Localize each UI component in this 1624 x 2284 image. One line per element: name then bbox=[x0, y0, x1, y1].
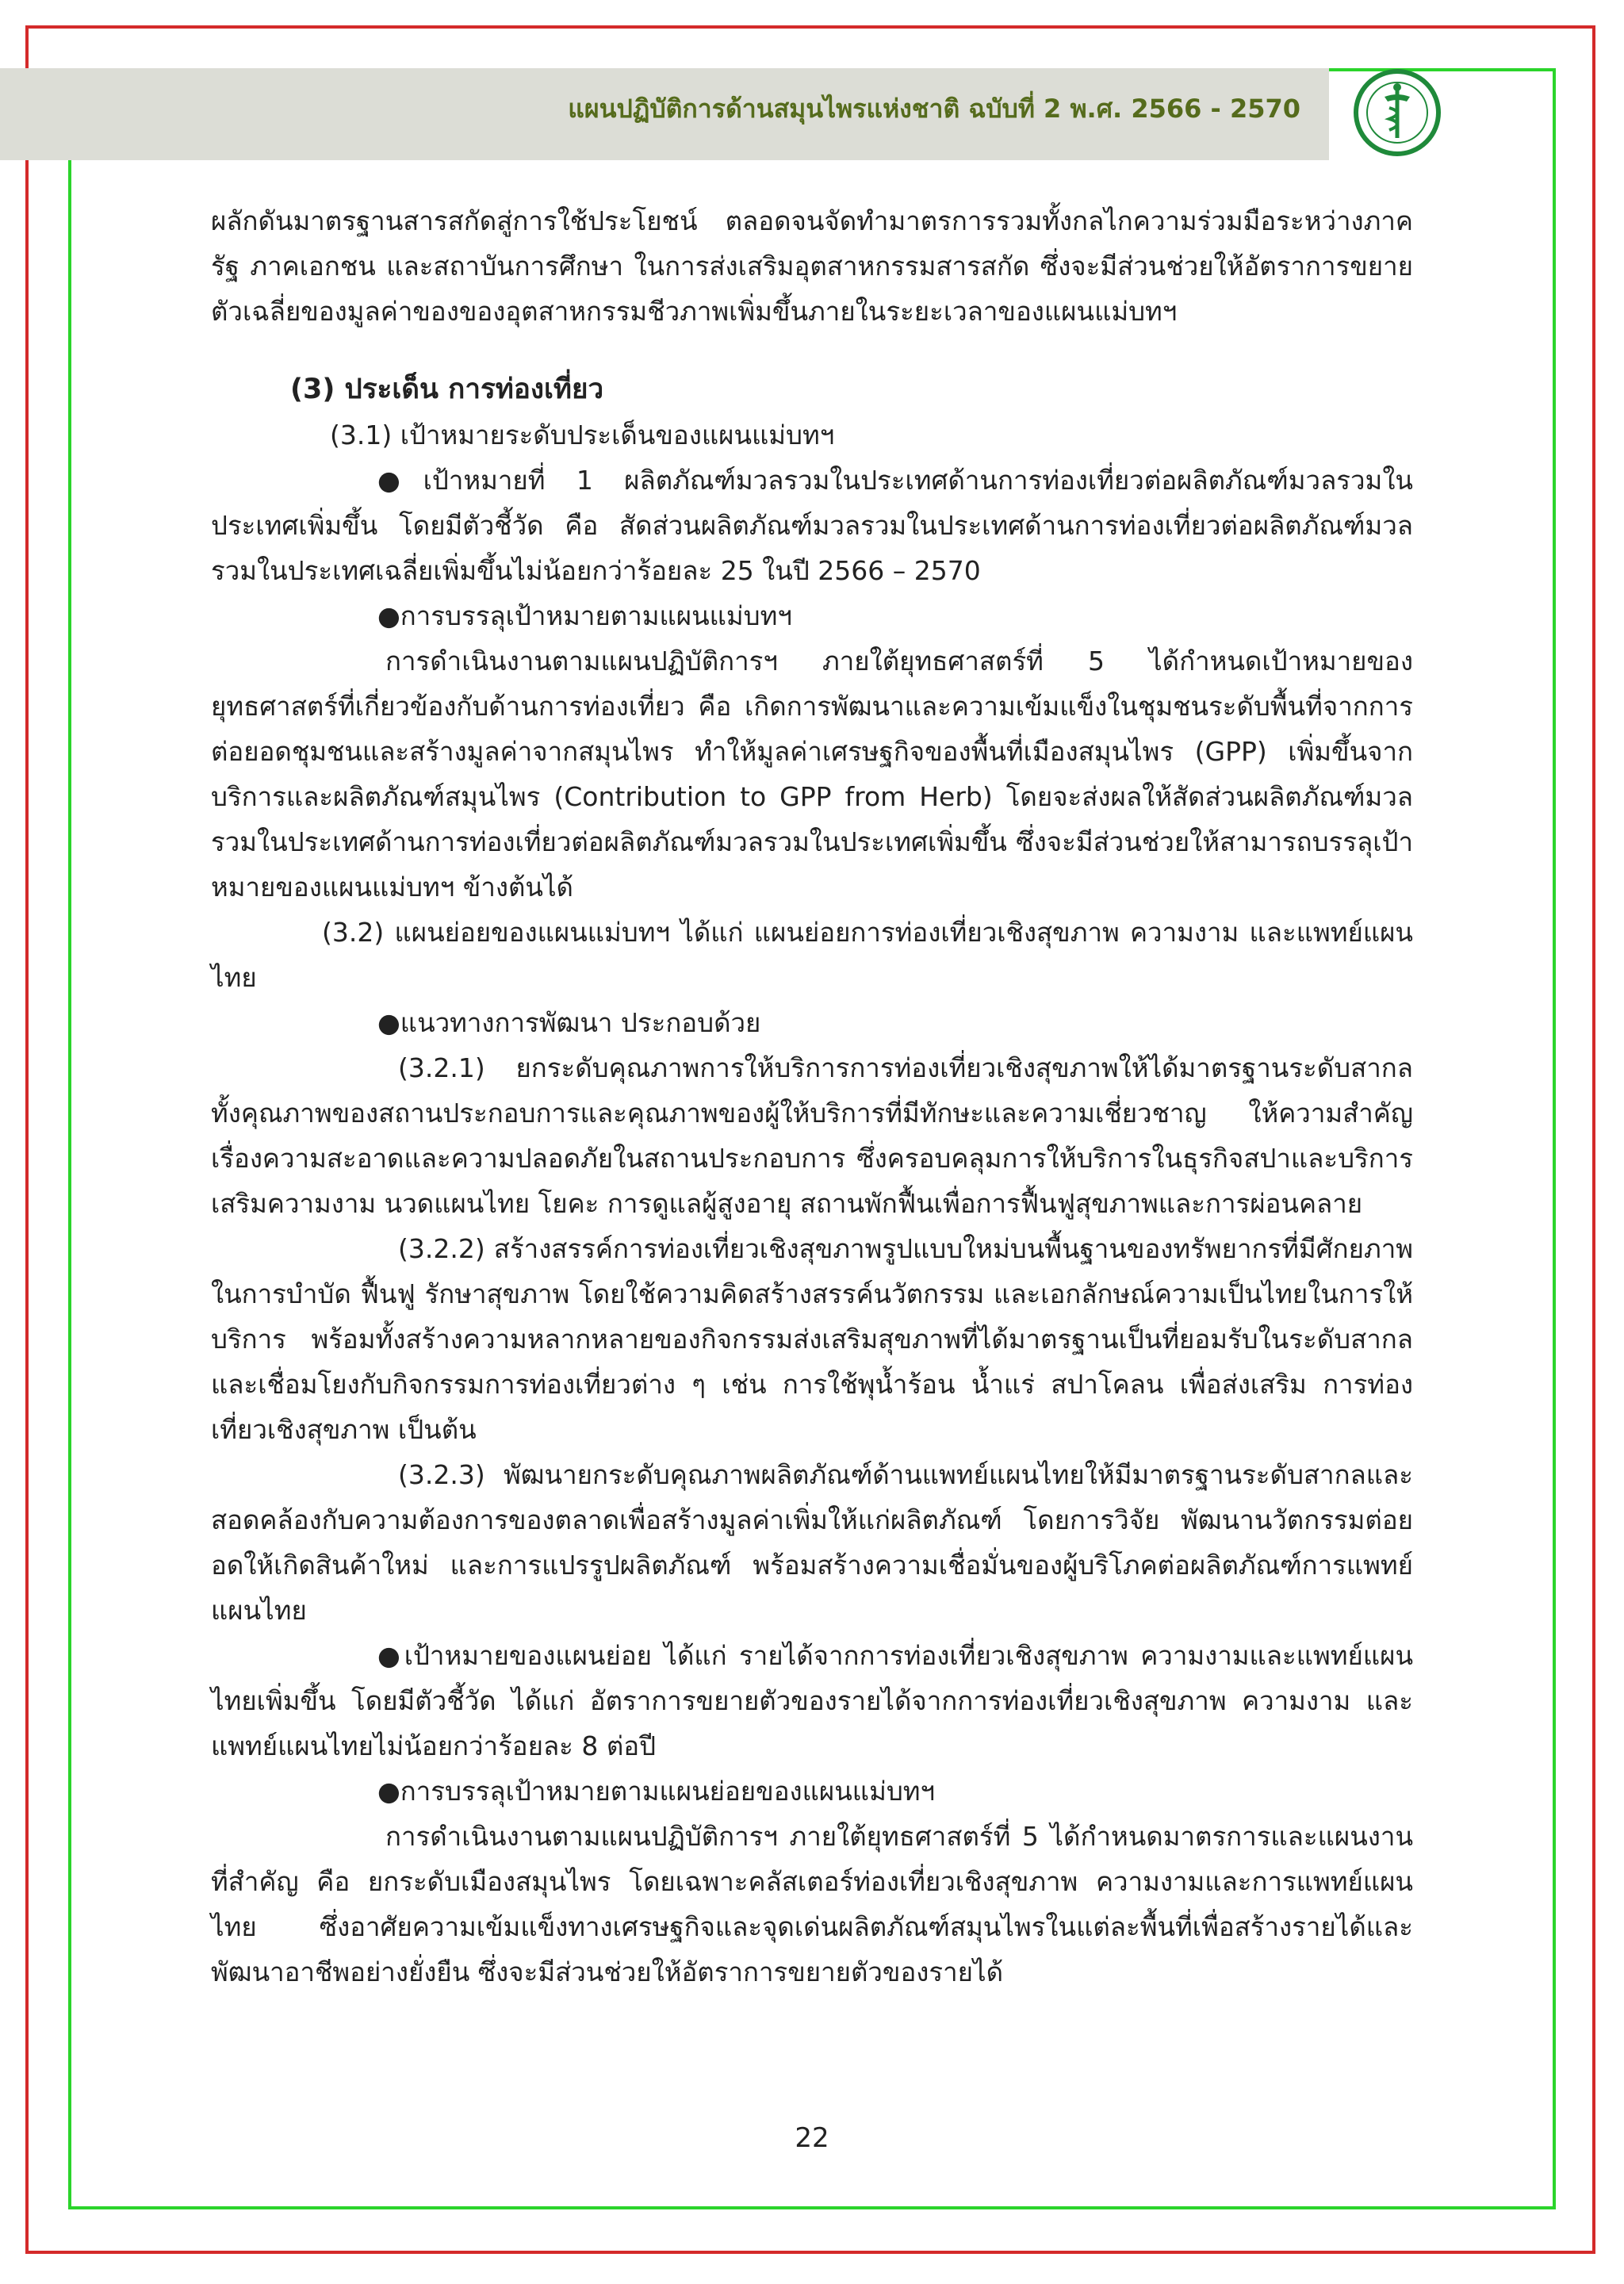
subsection-3-1: (3.1) เป้าหมายระดับประเด็นของแผนแม่บทฯ bbox=[330, 420, 835, 450]
header-title: แผนปฏิบัติการด้านสมุนไพรแห่งชาติ ฉบับที่ 2 พ.ศ. 2566 - 2570 bbox=[568, 94, 1300, 124]
ministry-seal-icon bbox=[1353, 68, 1442, 157]
section-heading: (3) ประเด็น การท่องเที่ยว bbox=[290, 374, 604, 405]
paragraph-strategy-5: การดำเนินงานตามแผนปฏิบัติการฯ ภายใต้ยุทธศาสตร์ที่ 5 ได้กำหนดเป้าหมายของยุทธศาสตร์ที่เกี่ยวข้องกับด้านการท่องเที่ยว คือ เกิดการพัฒนาและความเข้มแข็งในชุมชนระดับพื้นที่จากการต่อยอดชุมชนและสร้างมูลค่าจากสมุนไพร ทำให้มูลค่าเศรษฐกิจของพื้นที่เมืองสมุนไพร (GPP) เพิ่มขึ้นจากบริการและผลิตภัณฑ์สมุนไพร (Contribution to GPP from Herb) โดยจะส่งผลให้สัดส่วนผลิตภัณฑ์มวลรวมในประเทศด้านการท่องเที่ยวต่อผลิตภัณฑ์มวลรวมในประเทศเพิ่มขึ้น ซึ่งจะมีส่วนช่วยให้สามารถบรรลุเป้าหมายของแผนแม่บทฯ ข้างต้นได้ bbox=[211, 646, 1413, 902]
ministry-logo bbox=[1353, 68, 1442, 157]
item-3-2-3: (3.2.3) พัฒนายกระดับคุณภาพผลิตภัณฑ์ด้านแพทย์แผนไทยให้มีมาตรฐานระดับสากลและสอดคล้องกับความต้องการของตลาดเพื่อสร้างมูลค่าเพิ่มให้แก่ผลิตภัณฑ์ โดยการวิจัย พัฒนานวัตกรรมต่อยอดให้เกิดสินค้าใหม่ และการแปรรูปผลิตภัณฑ์ พร้อมสร้างความเชื่อมั่นของผู้บริโภคต่อผลิตภัณฑ์การแพทย์แผนไทย bbox=[211, 1459, 1413, 1626]
intro-paragraph: ผลักดันมาตรฐานสารสกัดสู่การใช้ประโยชน์ ตลอดจนจัดทำมาตรการรวมทั้งกลไกความร่วมมือระหว่างภาครัฐ ภาคเอกชน และสถาบันการศึกษา ในการส่งเสริมอุตสาหกรรมสารสกัด ซึ่งจะมีส่วนช่วยให้อัตราการขยายตัวเฉลี่ยของมูลค่าของของอุตสาหกรรมชีวภาพเพิ่มขึ้นภายในระยะเวลาของแผนแม่บทฯ bbox=[211, 205, 1413, 327]
paragraph-measures: การดำเนินงานตามแผนปฏิบัติการฯ ภายใต้ยุทธศาสตร์ที่ 5 ได้กำหนดมาตรการและแผนงานที่สำคัญ คือ ยกระดับเมืองสมุนไพร โดยเฉพาะคลัสเตอร์ท่องเที่ยวเชิงสุขภาพ ความงามและการแพทย์แผนไทย ซึ่งอาศัยความเข้มแข็งทางเศรษฐกิจและจุดเด่นผลิตภัณฑ์สมุนไพรในแต่ละพื้นที่เพื่อสร้างรายได้และพัฒนาอาชีพอย่างยั่งยืน ซึ่งจะมีส่วนช่วยให้อัตราการขยายตัวของรายได้ bbox=[211, 1821, 1413, 1987]
bullet-achieve-goal: ●การบรรลุเป้าหมายตามแผนแม่บทฯ bbox=[377, 600, 792, 631]
bullet-achieve-subplan: ●การบรรลุเป้าหมายตามแผนย่อยของแผนแม่บทฯ bbox=[377, 1776, 936, 1807]
item-3-2-2: (3.2.2) สร้างสรรค์การท่องเที่ยวเชิงสุขภาพรูปแบบใหม่บนพื้นฐานของทรัพยากรที่มีศักยภาพในการบำบัด ฟื้นฟู รักษาสุขภาพ โดยใช้ความคิดสร้างสรรค์นวัตกรรม และเอกลักษณ์ความเป็นไทยในการให้บริการ พร้อมทั้งสร้างความหลากหลายของกิจกรรมส่งเสริมสุขภาพที่ได้มาตรฐานเป็นที่ยอมรับในระดับสากลและเชื่อมโยงกับกิจกรรมการท่องเที่ยวต่าง ๆ เช่น การใช้พุน้ำร้อน น้ำแร่ สปาโคลน เพื่อส่งเสริม การท่องเที่ยวเชิงสุขภาพ เป็นต้น bbox=[211, 1233, 1413, 1445]
bullet-development-approach: ●แนวทางการพัฒนา ประกอบด้วย bbox=[377, 1007, 761, 1038]
bullet-subplan-goal: ●เป้าหมายของแผนย่อย ได้แก่ รายได้จากการท่องเที่ยวเชิงสุขภาพ ความงามและแพทย์แผนไทยเพิ่มขึ้น โดยมีตัวชี้วัด ได้แก่ อัตราการขยายตัวของรายได้จากการท่องเที่ยวเชิงสุขภาพ ความงาม และแพทย์แผนไทยไม่น้อยกว่าร้อยละ 8 ต่อปี bbox=[211, 1640, 1413, 1761]
bullet-goal-1: ●เป้าหมายที่ 1 ผลิตภัณฑ์มวลรวมในประเทศด้านการท่องเที่ยวต่อผลิตภัณฑ์มวลรวมในประเทศเพิ่มขึ้น โดยมีตัวชี้วัด คือ สัดส่วนผลิตภัณฑ์มวลรวมในประเทศด้านการท่องเที่ยวต่อผลิตภัณฑ์มวลรวมในประเทศเฉลี่ยเพิ่มขึ้นไม่น้อยกว่าร้อยละ 25 ในปี 2566 – 2570 bbox=[211, 465, 1413, 586]
item-3-2-1: (3.2.1) ยกระดับคุณภาพการให้บริการการท่องเที่ยวเชิงสุขภาพให้ได้มาตรฐานระดับสากล ทั้งคุณภาพของสถานประกอบการและคุณภาพของผู้ให้บริการที่มีทักษะและความเชี่ยวชาญ ให้ความสำคัญเรื่องความสะอาดและความปลอดภัยในสถานประกอบการ ซึ่งครอบคลุมการให้บริการในธุรกิจสปาและบริการ เสริมความงาม นวดแผนไทย โยคะ การดูแลผู้สูงอายุ สถานพักฟื้นเพื่อการฟื้นฟูสุขภาพและการผ่อนคลาย bbox=[211, 1052, 1413, 1219]
document-body bbox=[211, 198, 1413, 1995]
subsection-3-2: (3.2) แผนย่อยของแผนแม่บทฯ ได้แก่ แผนย่อยการท่องเที่ยวเชิงสุขภาพ ความงาม และแพทย์แผนไทย bbox=[211, 917, 1413, 993]
page-number: 22 bbox=[795, 2122, 829, 2154]
